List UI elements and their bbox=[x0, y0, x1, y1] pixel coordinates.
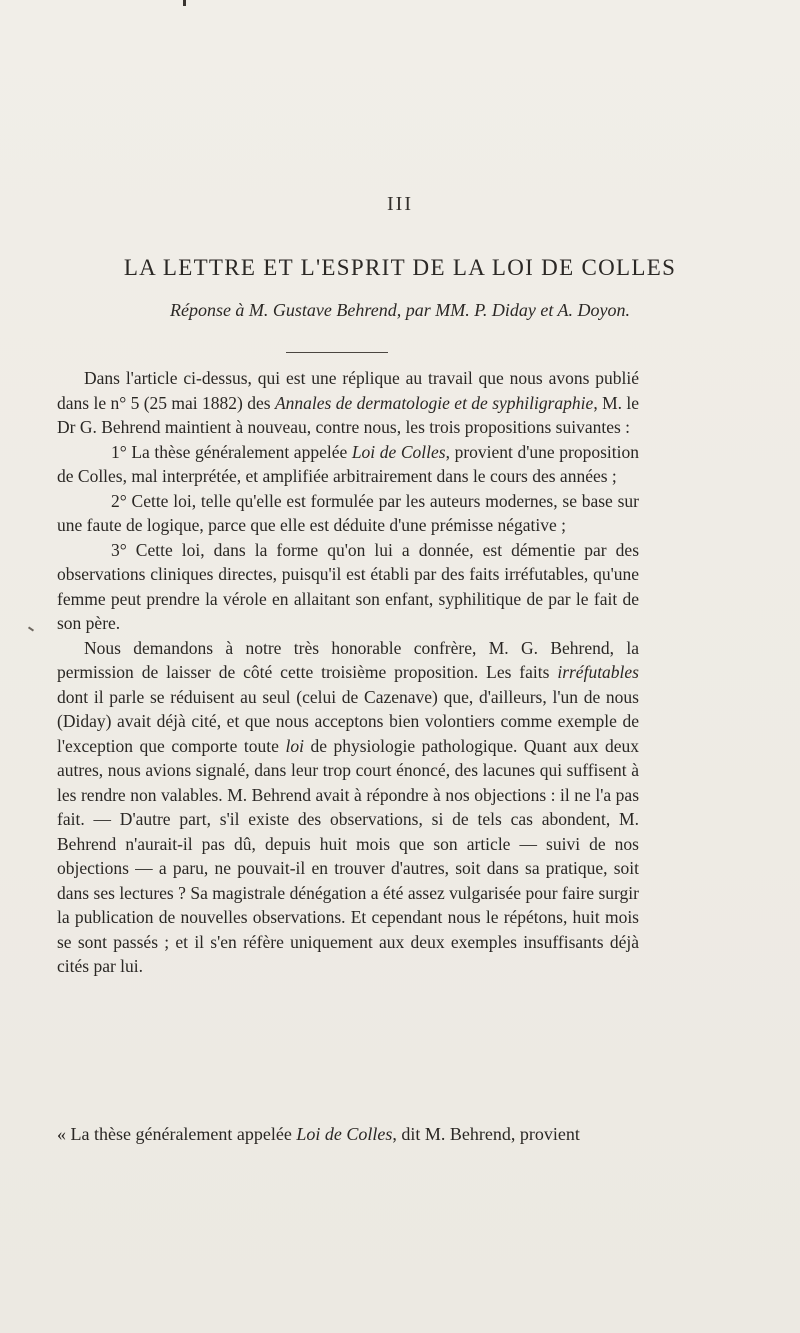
article-subtitle: Réponse à M. Gustave Behrend, par MM. P. Diday et A. Doyon. bbox=[169, 300, 631, 320]
section-number: III bbox=[387, 193, 413, 215]
text-run: , dit M. Behrend, provient bbox=[392, 1124, 580, 1144]
continued-quote-line bbox=[57, 1122, 639, 1146]
text-run: , provient d'une proposition de Colles, mal interprétée, et amplifiée arbitrairement dans le cours des années ; bbox=[57, 441, 639, 486]
italic-text: Loi de Colles bbox=[296, 1124, 393, 1144]
margin-mark bbox=[28, 626, 34, 631]
paragraph bbox=[57, 636, 639, 979]
text-run: de physiologie pathologique. Quant aux deux autres, nous avions signalé, dans leur trop court énoncé, des lacunes qui suffisent à les rendre non valables. M. Behrend avait à répondre à nos objections : il ne l'a pas fait. — D'autre part, s'il existe des observations, si de tels cas abondent, M. Behrend n'aurait-il pas dû, depuis huit mois que son article — suivi de nos objections — a paru, ne pouvait-il en trouver d'autres, soit dans sa pratique, soit dans ses lectures ? Sa magistrale dénégation a été assez vulgarisée pour faire surgir la publication de nouvelles observations. Et cependant nous le répétons, huit mois se sont passés ; et il s'en réfère uniquement aux deux exemples insuffisants déjà cités par lui. bbox=[57, 735, 640, 976]
proposition-number: 3° bbox=[111, 539, 127, 560]
text-run: , M. le Dr G. Behrend maintient à nouveau, contre nous, les trois propositions suivantes : bbox=[57, 392, 640, 437]
text-run: La thèse généralement appelée bbox=[126, 441, 352, 462]
text-run: Dans l'article ci-dessus, qui est une réplique au travail que nous avons publié dans le n° 5 (25 mai 1882) des bbox=[57, 368, 639, 413]
text-run: dont il parle se réduisent au seul (celui de Cazenave) que, d'ailleurs, l'un de nous (Diday) avait déjà cité, et que nous acceptons bien volontiers comme exemple de l'exception que comporte toute bbox=[57, 686, 639, 756]
italic-text: Annales de dermatologie et de syphiligraphie bbox=[274, 392, 594, 413]
italic-text: irréfutables bbox=[557, 662, 639, 682]
proposition-number: 1° bbox=[111, 441, 127, 462]
article-title: LA LETTRE ET L'ESPRIT DE LA LOI DE COLLES bbox=[123, 255, 677, 280]
enumerated-proposition bbox=[57, 538, 639, 636]
text-run: Nous demandons à notre très honorable confrère, M. G. Behrend, la permission de laisser de côté cette troisième proposition. Les faits bbox=[57, 637, 639, 682]
enumerated-proposition bbox=[57, 489, 639, 538]
proposition-number: 2° bbox=[111, 490, 127, 511]
italic-text: Loi de Colles bbox=[351, 441, 446, 462]
italic-text: loi bbox=[285, 735, 304, 756]
article-body bbox=[57, 366, 639, 979]
separator-rule bbox=[286, 352, 388, 353]
enumerated-proposition bbox=[57, 440, 639, 489]
paragraph bbox=[57, 366, 639, 440]
text-run: « La thèse généralement appelée bbox=[57, 1124, 297, 1144]
text-run: Cette loi, dans la forme qu'on lui a donnée, est démentie par des observations cliniques directes, puisqu'il est établi par des faits irréfutables, qu'une femme peut prendre la vérole en allaitant son enfant, syphilitique de par le fait de son père. bbox=[57, 539, 639, 633]
ink-speck bbox=[183, 0, 186, 6]
text-run: Cette loi, telle qu'elle est formulée par les auteurs modernes, se base sur une faute de logique, parce que elle est déduite d'une prémisse négative ; bbox=[57, 490, 639, 535]
